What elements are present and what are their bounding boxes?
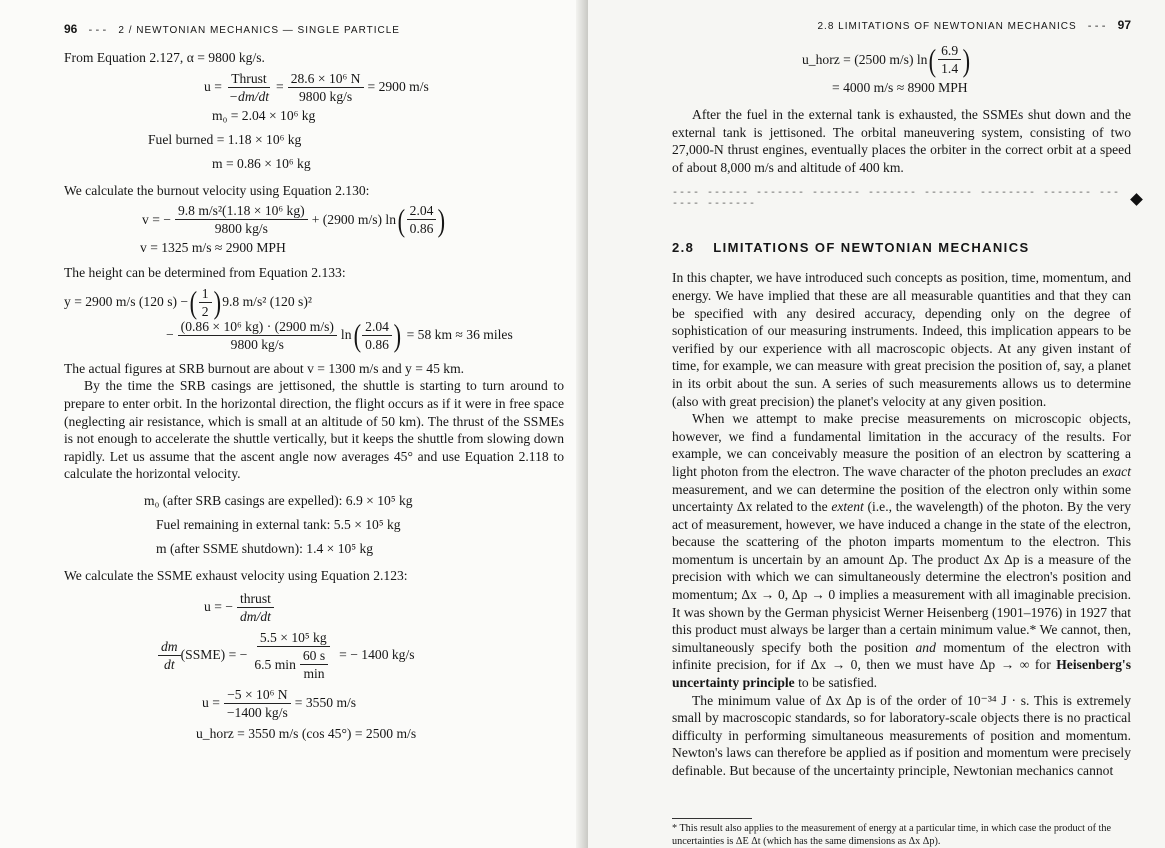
footnote-rule — [672, 818, 752, 819]
left-page-number: 96 — [64, 22, 78, 36]
paragraph: In this chapter, we have introduced such concepts as position, time, momentum, and energy. We have implied that these are all measurable quantities and that they can be specified with any desired accuracy, depending only on the degree of sophistication of our measuring instruments. Indeed, this implication appears to be verified by our experience with all macroscopic objects. At any given instant of time, for example, we can measure with great precision the position of, say, a planet in its orbit about the sun. A series of such measurements allows us to determine (also with great precision) the planet's velocity at any given position. — [672, 270, 1131, 409]
equation-v: v = − $\frac{\text{9.8 m/s²(1.18 × 10⁶ kg)}}{9800 kg/s}$ + (2900 m/s) ln ( $\frac{2.04}{0.86}$ ) — [142, 201, 446, 238]
list-item: m₀ (after SRB casings are expelled): 6.9 × 10⁵ kg — [144, 492, 413, 508]
section-heading — [672, 240, 1131, 255]
equation-v-result: v = 1325 m/s ≈ 2900 MPH — [140, 240, 286, 256]
equation-m0: m₀ = 2.04 × 10⁶ kg — [212, 107, 316, 123]
paragraph: When we attempt to make precise measurements on microscopic objects, however, we find a fundamental limitation in the accuracy of the results. For example, we can conceivably measure the position of an electron by scattering a light photon from the electron. The wave character of the photon precludes an exact measurement, and we can determine the position of the electron only within some uncertainty Δx related to the extent (i.e., the wavelength) of the photon. By the very act of measurement, however, we have induced a change in the state of the electron, because the scattering of the photon imparts momentum to the electron. This momentum is uncertain by an amount Δp. The product Δx Δp is a measure of the precision with which we can simultaneously determine the electron's position and momentum; Δx → 0, Δp → 0 implies a measurement with all imaginable precision. It was shown by the German physicist Werner Heisenberg (1901–1976) in 1927 that this product must always be larger than a certain minimum value.* We cannot, then, simultaneously specify both the position and momentum of the electron with infinite precision, for if Δx → 0, then we must have Δp → ∞ for Heisenberg's uncertainty principle to be satisfied. — [672, 411, 1132, 691]
equation-y1: y = 2900 m/s (120 s) − ( $\frac{1}{2}$ ) 9.8 m/s² (120 s)² — [64, 284, 312, 321]
equation-dmdt: $\frac{dm}{dt}$ (SSME) = − 5.5 × 10⁵ kg 6.5 min $\frac{60 s}{\min}$ = − 1400 kg/s — [64, 630, 564, 681]
equation-uhorz2-result: = 4000 m/s ≈ 8900 MPH — [832, 80, 968, 95]
paragraph: The minimum value of Δx Δp is of the order of 10⁻³⁴ J · s. This is extremely small by macroscopic standards, so for laboratory-scale objects there is no practical difficulty in performing simultaneous measurements of position and momentum. Newton's laws can therefore be applied as if position and momentum were precisely definable. But because of the uncertainty principle, Newtonian mechanics cannot — [672, 692, 1131, 778]
equation-m: m = 0.86 × 10⁶ kg — [212, 155, 311, 171]
paragraph: By the time the SRB casings are jettisoned, the shuttle is starting to turn around to prepare to enter orbit. In the horizontal direction, the flight occurs as if it were in free space (neglecting air resistance, which is small at an altitude of 50 km). The thrust of the SSMEs is not enough to accelerate the shuttle vertically, but it keeps the shuttle from slowing down rapidly. Let us assume that the ascent angle now averages 45° and use Equation 2.118 to calculate the horizontal velocity. — [64, 378, 564, 482]
section-title: LIMITATIONS OF NEWTONIAN MECHANICS — [713, 240, 1030, 256]
text-line: We calculate the burnout velocity using Equation 2.130: — [64, 182, 370, 198]
right-header — [672, 18, 1131, 33]
left-header — [64, 22, 564, 37]
text-line: We calculate the SSME exhaust velocity using Equation 2.123: — [64, 567, 408, 583]
paragraph: After the fuel in the external tank is exhausted, the SSMEs shut down and the external tank is jettisoned. The orbital maneuvering system, consisting of two 27,000-N thrust engines, eventually places the orbiter in the correct orbit at a speed of about 8,000 m/s and altitude of 400 km. — [672, 107, 1131, 175]
equation-u: u = $\frac{\text{Thrust}}{-dm/dt}$ = $\frac{\text{28.6 × 10⁶ N}}{9800 kg/s}$ = 2900 m/s — [204, 70, 429, 104]
equation-uhorz: u_horz = 3550 m/s (cos 45°) = 2500 m/s — [196, 725, 417, 741]
equation-y2: − $\frac{\text{(0.86 × 10⁶ kg) · (2900 m/s)}}{9800 kg/s}$ ln ( $\frac{2.04}{0.86}$ ) = 58 km ≈ 36 miles — [166, 317, 513, 354]
list-item: m (after SSME shutdown): 1.4 × 10⁵ kg — [156, 540, 374, 556]
header-dashes: --- — [1086, 22, 1108, 33]
equation-u3: u = $\frac{\text{−5 × 10⁶ N}}{-1400 kg/s}$ = 3550 m/s — [202, 686, 357, 720]
left-running-head: 2 / NEWTONIAN MECHANICS — SINGLE PARTICLE — [118, 25, 400, 36]
equation-uhorz2: u_horz = (2500 m/s) ln ( $\frac{6.9}{1.4}$ ) — [802, 41, 971, 78]
diamond-icon — [1130, 193, 1143, 206]
right-page-number: 97 — [1117, 18, 1131, 32]
right-page — [588, 0, 1165, 848]
right-running-head: 2.8 LIMITATIONS OF NEWTONIAN MECHANICS — [817, 21, 1077, 32]
section-divider: ---- ------ ------- ------- ------- ------- -------- ------- ------- ------- — [672, 188, 1141, 210]
header-dashes: --- — [87, 26, 109, 37]
paragraph: The actual figures at SRB burnout are about v = 1300 m/s and y = 45 km. — [64, 360, 465, 376]
list-item: Fuel remaining in external tank: 5.5 × 10⁵ kg — [156, 516, 401, 532]
text-line: From Equation 2.127, α = 9800 kg/s. — [64, 50, 265, 65]
equation-u2: u = − $\frac{\text{thrust}}{dm/dt}$ — [64, 591, 564, 624]
equation-fuel: Fuel burned = 1.18 × 10⁶ kg — [148, 131, 302, 147]
text-line: The height can be determined from Equation 2.133: — [64, 265, 346, 281]
footnote: * This result also applies to the measurement of energy at a particular time, in which case the product of the uncertainties is ΔE Δt (which has the same dimensions as Δx Δp). — [672, 822, 1111, 847]
section-number: 2.8 — [672, 240, 695, 256]
